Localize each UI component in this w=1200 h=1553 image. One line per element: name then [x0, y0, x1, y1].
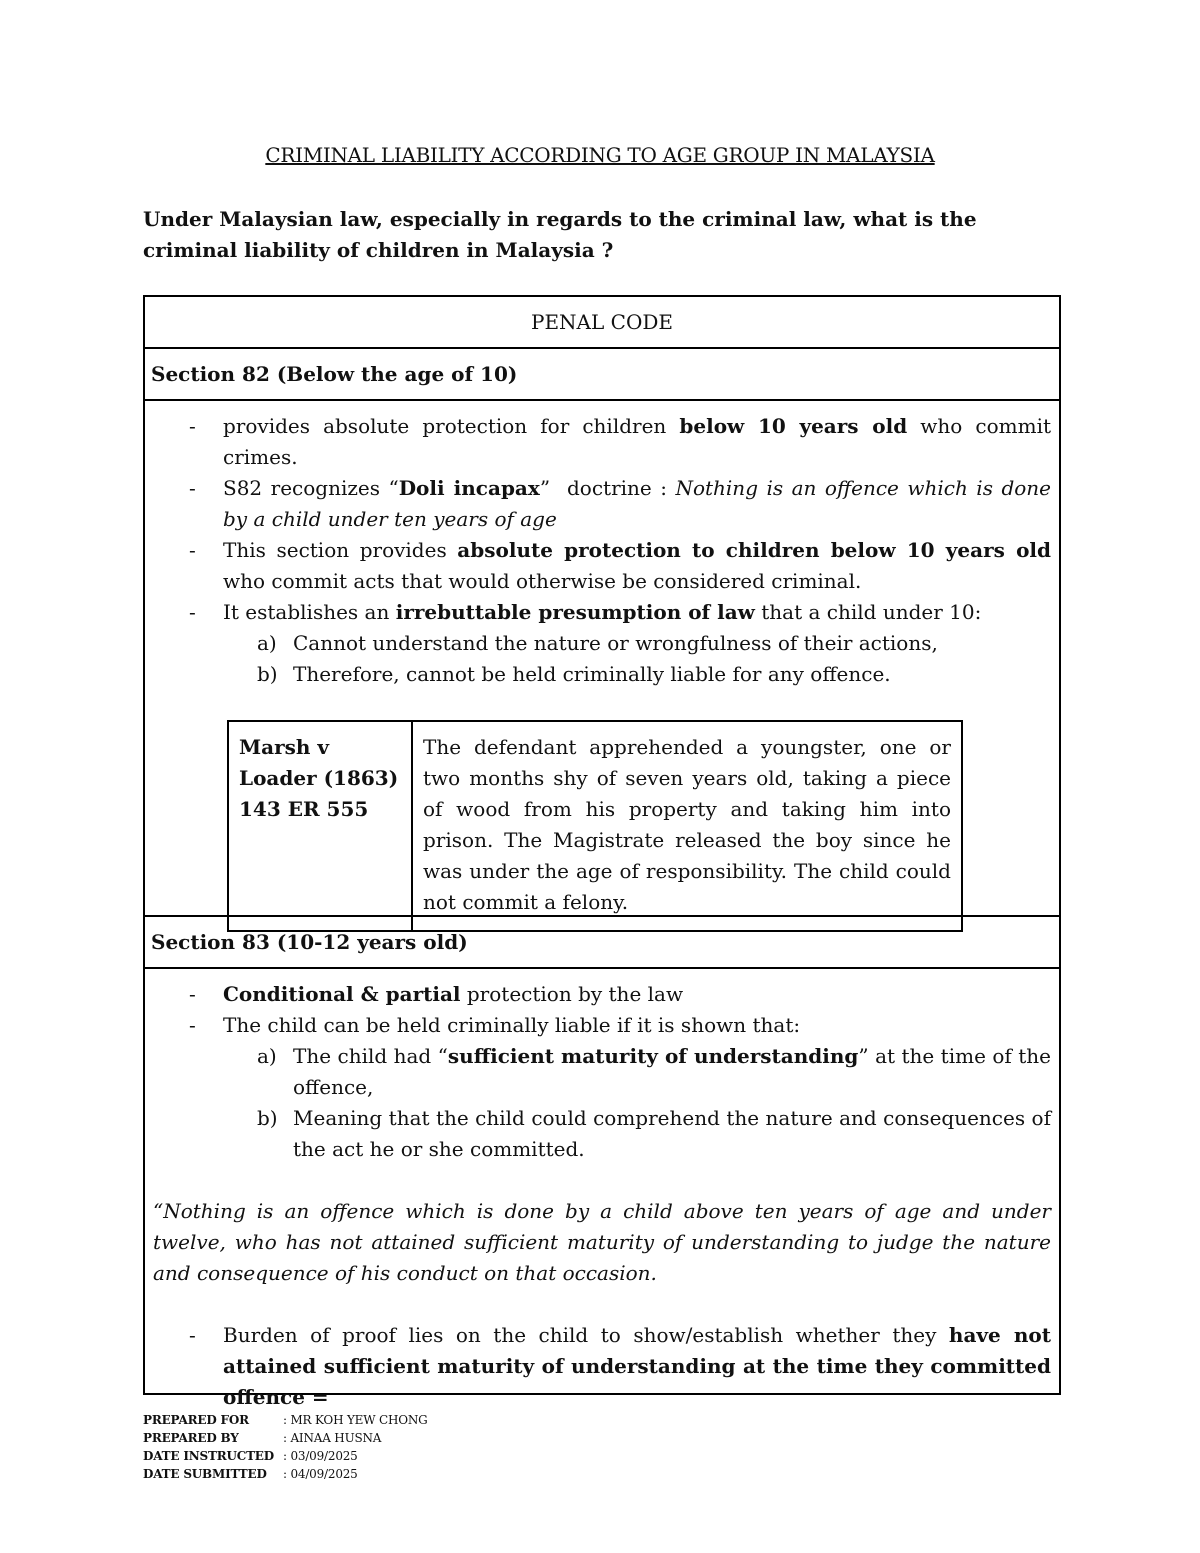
- list-item: [223, 628, 1051, 659]
- footer-row: [143, 1465, 428, 1483]
- table-header: PENAL CODE: [145, 297, 1059, 349]
- bullet-text: that a child under 10:: [754, 600, 982, 624]
- bullet-text: provides absolute protection for children: [223, 414, 680, 438]
- bullet-text: who commit acts that would otherwise be considered criminal.: [223, 569, 862, 593]
- section-83-quote: “Nothing is an offence which is done by a child above ten years of age and under twelve, who has not attained sufficient maturity of understanding to judge the nature and consequence of his conduct on that occasion.: [153, 1199, 1051, 1285]
- section-82-body: [145, 401, 1059, 917]
- footer-label: DATE SUBMITTED: [143, 1467, 267, 1481]
- bullet-bold: Conditional & partial: [223, 982, 461, 1006]
- case-name: Marsh v Loader (1863) 143 ER 555: [228, 721, 412, 931]
- footer-row: [143, 1447, 428, 1465]
- section-83-body: [145, 969, 1059, 1413]
- case-description: The defendant apprehended a youngster, one or two months shy of seven years old, taking a piece of wood from his property and taking him into prison. The Magistrate released the boy since he was under the age of responsibility. The child could not commit a felony.: [423, 735, 951, 914]
- bullet-bold: absolute protection to children below 10 years old: [457, 538, 1051, 562]
- list-item: [153, 597, 1051, 690]
- bullet-text: who commit crimes.: [223, 414, 1051, 469]
- list-item: [153, 473, 1051, 535]
- bullet-text: ” doctrine :: [539, 476, 676, 500]
- sub-item-text: The child had “: [293, 1044, 448, 1068]
- document-title: CRIMINAL LIABILITY ACCORDING TO AGE GROUP IN MALAYSIA: [265, 143, 935, 167]
- sub-item-text: Meaning that the child could comprehend the nature and consequences of the act he or she committed.: [293, 1106, 1051, 1161]
- section-82-bullets: [153, 411, 1051, 690]
- list-marker: b): [257, 1106, 278, 1130]
- list-marker: a): [257, 631, 277, 655]
- document-footer: [143, 1411, 428, 1483]
- bullet-text: This section provides: [223, 538, 458, 562]
- penal-code-table: [143, 295, 1061, 1409]
- footer-row: [143, 1411, 428, 1429]
- section-83-bullets: [153, 979, 1051, 1165]
- bullet-bold: below 10 years old: [679, 414, 908, 438]
- list-marker: b): [257, 662, 278, 686]
- bullet-bold: Doli incapax: [398, 476, 540, 500]
- sub-item-text: Cannot understand the nature or wrongfulness of their actions,: [293, 631, 938, 655]
- footer-value: : 03/09/2025: [283, 1449, 358, 1463]
- bullet-bold: have not attained sufficient maturity of understanding at the time they committed offence =: [223, 1323, 1051, 1409]
- bullet-text: The child can be held criminally liable if it is shown that:: [223, 1013, 801, 1037]
- section-82-heading: Section 82 (Below the age of 10): [145, 349, 1059, 401]
- section-83-bullets-2: [153, 1320, 1051, 1413]
- section-83-heading: Section 83 (10-12 years old): [145, 917, 1059, 969]
- footer-label: PREPARED FOR: [143, 1413, 249, 1427]
- footer-label: DATE INSTRUCTED: [143, 1449, 274, 1463]
- sub-item-text: Therefore, cannot be held criminally liable for any offence.: [293, 662, 891, 686]
- list-item: [223, 659, 1051, 690]
- list-item: [223, 1103, 1051, 1165]
- table-row: [228, 721, 962, 931]
- question-text: Under Malaysian law, especially in regards to the criminal law, what is the criminal liability of children in Malaysia ?: [143, 207, 977, 262]
- list-marker: a): [257, 1044, 277, 1068]
- section-82-sublist: [223, 628, 1051, 690]
- case-table: [227, 720, 963, 932]
- list-item: [153, 535, 1051, 597]
- footer-row: [143, 1429, 428, 1447]
- section-83-sublist: [223, 1041, 1051, 1165]
- sub-item-bold: sufficient maturity of understanding: [447, 1044, 859, 1068]
- bullet-italic: Nothing is an offence which is done by a child under ten years of age: [223, 476, 1052, 531]
- bullet-text: Burden of proof lies on the child to show/establish whether they: [223, 1323, 949, 1347]
- list-item: [153, 1320, 1051, 1413]
- footer-label: PREPARED BY: [143, 1431, 239, 1445]
- list-item: [153, 1010, 1051, 1165]
- list-item: [153, 411, 1051, 473]
- list-item: [223, 1041, 1051, 1103]
- list-item: [153, 979, 1051, 1010]
- footer-value: : MR KOH YEW CHONG: [283, 1413, 428, 1427]
- footer-value: : 04/09/2025: [283, 1467, 358, 1481]
- bullet-bold: irrebuttable presumption of law: [395, 600, 755, 624]
- bullet-text: protection by the law: [460, 982, 684, 1006]
- bullet-text: It establishes an: [223, 600, 396, 624]
- sub-item-text: ” at the time of the offence,: [293, 1044, 1051, 1099]
- bullet-text: S82 recognizes “: [223, 476, 399, 500]
- footer-value: : AINAA HUSNA: [283, 1431, 382, 1445]
